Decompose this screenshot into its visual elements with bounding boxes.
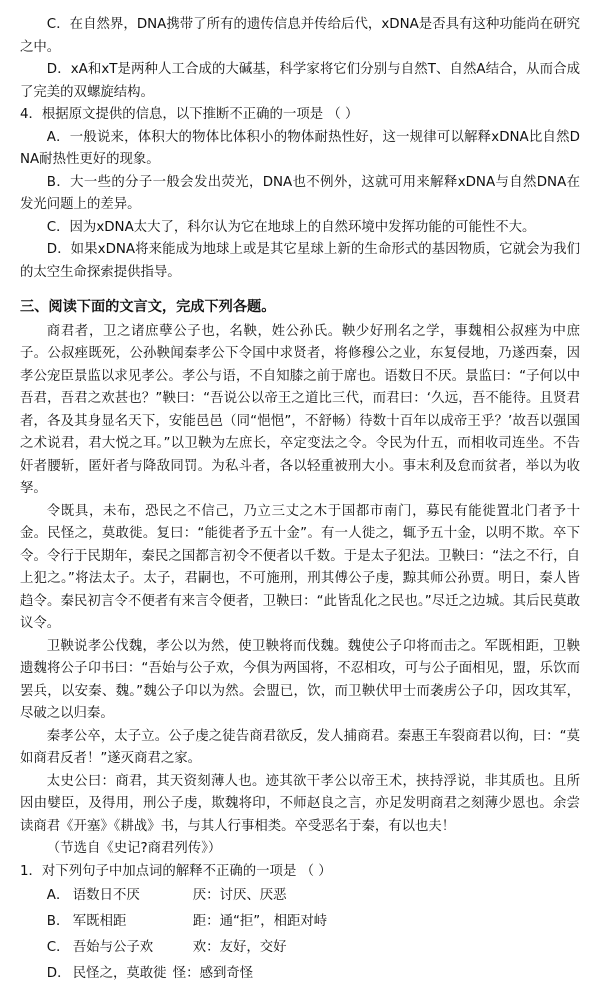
passage-paragraph-2: 令既具，未布，恐民之不信己，乃立三丈之木于国都市南门，募民有能徙置北门者予十金。民怪之，莫敢徙。复曰：“能徙者予五十金”。有一人徙之，辄予五十金，以明不欺。卒下令。令行于民期年，秦民之国都言初令不便者以千数。于是太子犯法。卫鞅曰：“法之不行，自上犯之。”将法太子。太子，君嗣也，不可施刑，刑其傅公子虔，黥其师公孙贾。明日，秦人皆趋令。秦民初言令不便者有来言令便者，卫鞅曰：“此皆乱化之民也。”尽迁之边城。其后民莫敢议令。 bbox=[20, 503, 580, 631]
option-sentence: 吾始与公子欢 bbox=[72, 940, 154, 955]
q4-option-a: A．一般说来，体积大的物体比体积小的物体耐热性好，这一规律可以解释xDNA比自然DNA耐热性更好的现象。 bbox=[20, 129, 580, 167]
option-letter: A． bbox=[46, 888, 70, 903]
q3-option-c: C．在自然界，DNA携带了所有的遗传信息并传给后代，xDNA是否具有这种功能尚在研究之中。 bbox=[20, 17, 580, 55]
q4-option-c: C．因为xDNA太大了，科尔认为它在地球上的自然环境中发挥功能的可能性不大。 bbox=[46, 219, 536, 235]
q1-option-a bbox=[20, 883, 580, 909]
option-letter: D． bbox=[46, 966, 71, 981]
q1-stem: 1．对下列句子中加点词的解释不正确的一项是 （ ） bbox=[20, 863, 332, 879]
option-sentence: 军既相距 bbox=[72, 914, 127, 929]
q4-option-d: D．如果xDNA将来能成为地球上或是其它星球上新的生命形式的基因物质，它就会为我们的太空生命探索提供指导。 bbox=[20, 242, 580, 280]
option-letter: C． bbox=[46, 940, 70, 955]
passage-paragraph-4: 秦孝公卒，太子立。公子虔之徒告商君欲反，发人捕商君。秦惠王车裂商君以徇，曰：“莫如商君反者！”遂灭商君之家。 bbox=[20, 728, 580, 766]
option-explanation: 欢：友好，交好 bbox=[192, 940, 287, 955]
option-sentence: 民怪之，莫敢徙 bbox=[72, 966, 167, 981]
option-explanation: 厌：讨厌、厌恶 bbox=[192, 888, 287, 903]
passage-paragraph-5: 太史公曰：商君，其天资刻薄人也。迹其欲干孝公以帝王术，挟持浮说，非其质也。且所因由嬖臣，及得用，刑公子虔，欺魏将印，不师赵良之言，亦足发明商君之刻薄少恩也。余尝读商君《开塞》《耕战》书，与其人行事相类。卒受恶名于秦，有以也夫！ bbox=[20, 773, 580, 834]
option-letter: B． bbox=[46, 914, 70, 929]
passage-paragraph-3: 卫鞅说孝公伐魏，孝公以为然，使卫鞅将而伐魏。魏使公子卬将而击之。军既相距，卫鞅遗魏将公子卬书曰：“吾始与公子欢，今俱为两国将，不忍相攻，可与公子面相见，盟，乐饮而罢兵，以安秦、魏。”魏公子卬以为然。会盟已，饮，而卫鞅伏甲士而袭虏公子卬，因攻其军，尽破之以归秦。 bbox=[20, 638, 580, 721]
q1-option-c bbox=[20, 935, 580, 961]
q4-stem: 4．根据原文提供的信息，以下推断不正确的一项是 （ ） bbox=[20, 107, 359, 122]
passage-source: （节选自《史记?商君列传》） bbox=[46, 841, 222, 856]
passage-paragraph-1: 商君者，卫之诸庶孽公子也，名鞅，姓公孙氏。鞅少好刑名之学，事魏相公叔痤为中庶子。公叔痤既死，公孙鞅闻秦孝公下令国中求贤者，将修穆公之业，东复侵地，乃遂西秦，因孝公宠臣景监以求见孝公。孝公与语，不自知膝之前于席也。语数日不厌。景监曰：“子何以中吾君，吾君之欢甚也？”鞅曰：“吾说公以帝王之道比三代，而君曰：‘久远，吾不能待。且贤君者，各及其身显名天下，安能邑邑（同“悒悒”，不舒畅）待数十百年以成帝王乎？’故吾以强国之术说君，君大悦之耳。”以卫鞅为左庶长，卒定变法之令。令民为什五，而相收司连坐。不告奸者腰斩，匿奸者与降敌同罚。为私斗者，各以轻重被刑大小。事末利及怠而贫者，举以为收孥。 bbox=[20, 323, 580, 496]
q1-option-d bbox=[20, 961, 580, 987]
q3-option-d: D．xA和xT是两种人工合成的大碱基，科学家将它们分别与自然T、自然A结合，从而合成了完美的双螺旋结构。 bbox=[20, 62, 580, 100]
option-explanation: 怪：感到奇怪 bbox=[172, 966, 254, 981]
option-sentence: 语数日不厌 bbox=[72, 888, 140, 903]
section-3-title: 三、阅读下面的文言文，完成下列各题。 bbox=[20, 299, 276, 315]
q1-option-b bbox=[20, 909, 580, 935]
option-explanation: 距：通“拒”，相距对峙 bbox=[192, 914, 328, 929]
q4-option-b: B．大一些的分子一般会发出荧光，DNA也不例外，这就可用来解释xDNA与自然DNA在发光问题上的差异。 bbox=[20, 174, 580, 212]
